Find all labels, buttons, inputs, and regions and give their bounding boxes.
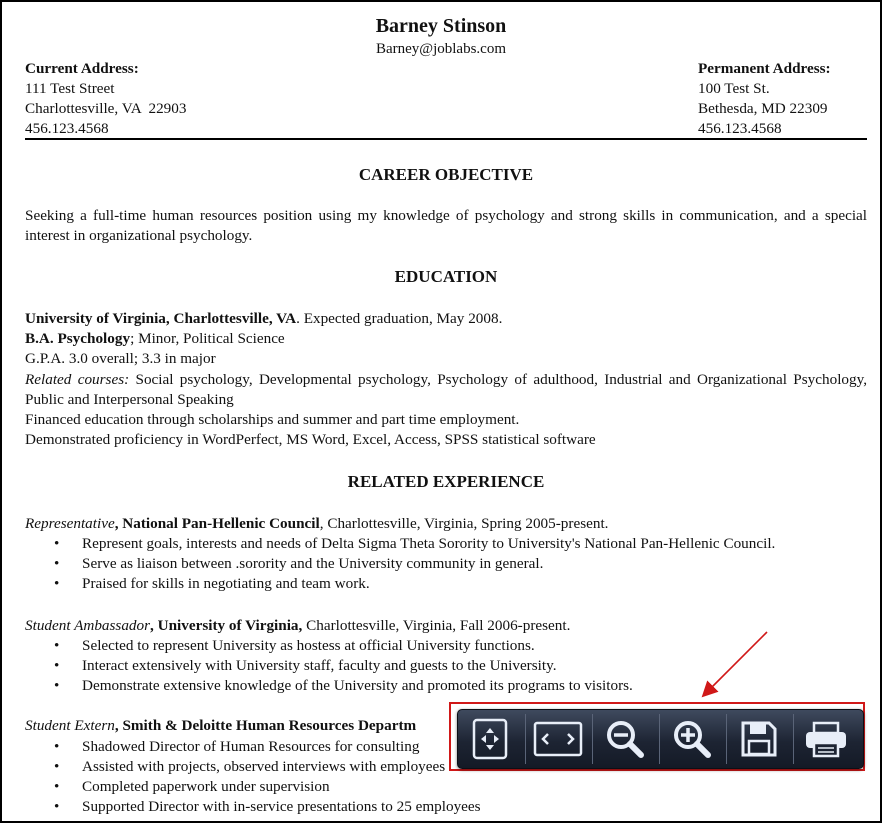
permanent-address-phone: 456.123.4568 (698, 120, 782, 137)
save-icon (739, 719, 779, 759)
education-proficiency: Demonstrated proficiency in WordPerfect, MS Word, Excel, Access, SPSS statistical software (25, 431, 596, 448)
list-item: • Assisted with projects, observed interviews with employees (54, 758, 446, 775)
list-item: • Represent goals, interests and needs of Delta Sigma Theta Sorority to University's National Pan-Hellenic Council. (54, 535, 776, 552)
job-title: Student Ambassador (25, 617, 151, 634)
job-details: , Charlottesville, Virginia, Spring 2005-present. (319, 515, 609, 532)
list-item: • Shadowed Director of Human Resources for consulting (54, 738, 420, 755)
courses-label: Related courses: (25, 371, 130, 388)
zoom-in-button[interactable] (660, 713, 724, 765)
pdf-toolbar (457, 709, 864, 769)
fit-page-button[interactable] (458, 713, 522, 765)
list-item: • Praised for skills in negotiating and team work. (54, 575, 370, 592)
job-org: , University of Virginia, (150, 617, 303, 634)
zoom-out-icon (603, 717, 647, 761)
job-title: Student Extern (25, 717, 115, 734)
save-button[interactable] (727, 713, 791, 765)
current-address-phone: 456.123.4568 (25, 120, 109, 137)
list-item: • Interact extensively with University staff, faculty and guests to the University. (54, 657, 557, 674)
permanent-address-street: 100 Test St. (698, 80, 770, 97)
degree-minor: ; Minor, Political Science (130, 330, 285, 347)
current-address-city: Charlottesville, VA 22903 (25, 100, 187, 117)
education-heading: EDUCATION (394, 267, 498, 286)
fit-width-button[interactable] (526, 713, 590, 765)
education-financed: Financed education through scholarships and summer and part time employment. (25, 411, 520, 428)
resume-name: Barney Stinson (375, 15, 507, 37)
current-address-street: 111 Test Street (25, 80, 115, 97)
job-org: , National Pan-Hellenic Council (114, 515, 320, 532)
fit-width-icon (532, 719, 584, 759)
list-item: • Serve as liaison between .sorority and the University community in general. (54, 555, 544, 572)
objective-text: Seeking a full-time human resources position using my knowledge of psychology and strong skills in communication, and a special interest in organizational psychology. (25, 207, 867, 244)
job-title: Representative (25, 515, 115, 532)
list-item: • Supported Director with in-service presentations to 25 employees (54, 798, 481, 815)
experience-heading: RELATED EXPERIENCE (347, 472, 545, 491)
courses-text: Social psychology, Developmental psychology, Psychology of adulthood, Industrial and Organizational Psychology, Public and Interpersonal Speaking (25, 371, 868, 408)
resume-email: Barney@joblabs.com (375, 41, 507, 57)
current-address-label: Current Address: (25, 60, 139, 77)
objective-heading: CAREER OBJECTIVE (358, 165, 534, 184)
list-item: • Completed paperwork under supervision (54, 778, 330, 795)
education-gpa: G.P.A. 3.0 overall; 3.3 in major (25, 350, 216, 367)
print-button[interactable] (794, 713, 858, 765)
fit-page-icon (470, 718, 510, 760)
permanent-address-label: Permanent Address: (698, 60, 831, 77)
school-name: University of Virginia, Charlottesville, VA (25, 310, 297, 327)
annotation-arrow (2, 2, 880, 821)
zoom-out-button[interactable] (593, 713, 657, 765)
degree-name: B.A. Psychology (25, 330, 131, 347)
zoom-in-icon (670, 717, 714, 761)
job-details: Charlottesville, Virginia, Fall 2006-present. (302, 617, 571, 634)
list-item: • Demonstrate extensive knowledge of the University and promoted its programs to visitors. (54, 677, 633, 694)
permanent-address-city: Bethesda, MD 22309 (698, 100, 828, 117)
school-graduation: . Expected graduation, May 2008. (296, 310, 503, 327)
job-org: , Smith & Deloitte Human Resources Departm (114, 717, 417, 734)
print-icon (802, 719, 850, 759)
list-item: • Selected to represent University as hostess at official University functions. (54, 637, 535, 654)
